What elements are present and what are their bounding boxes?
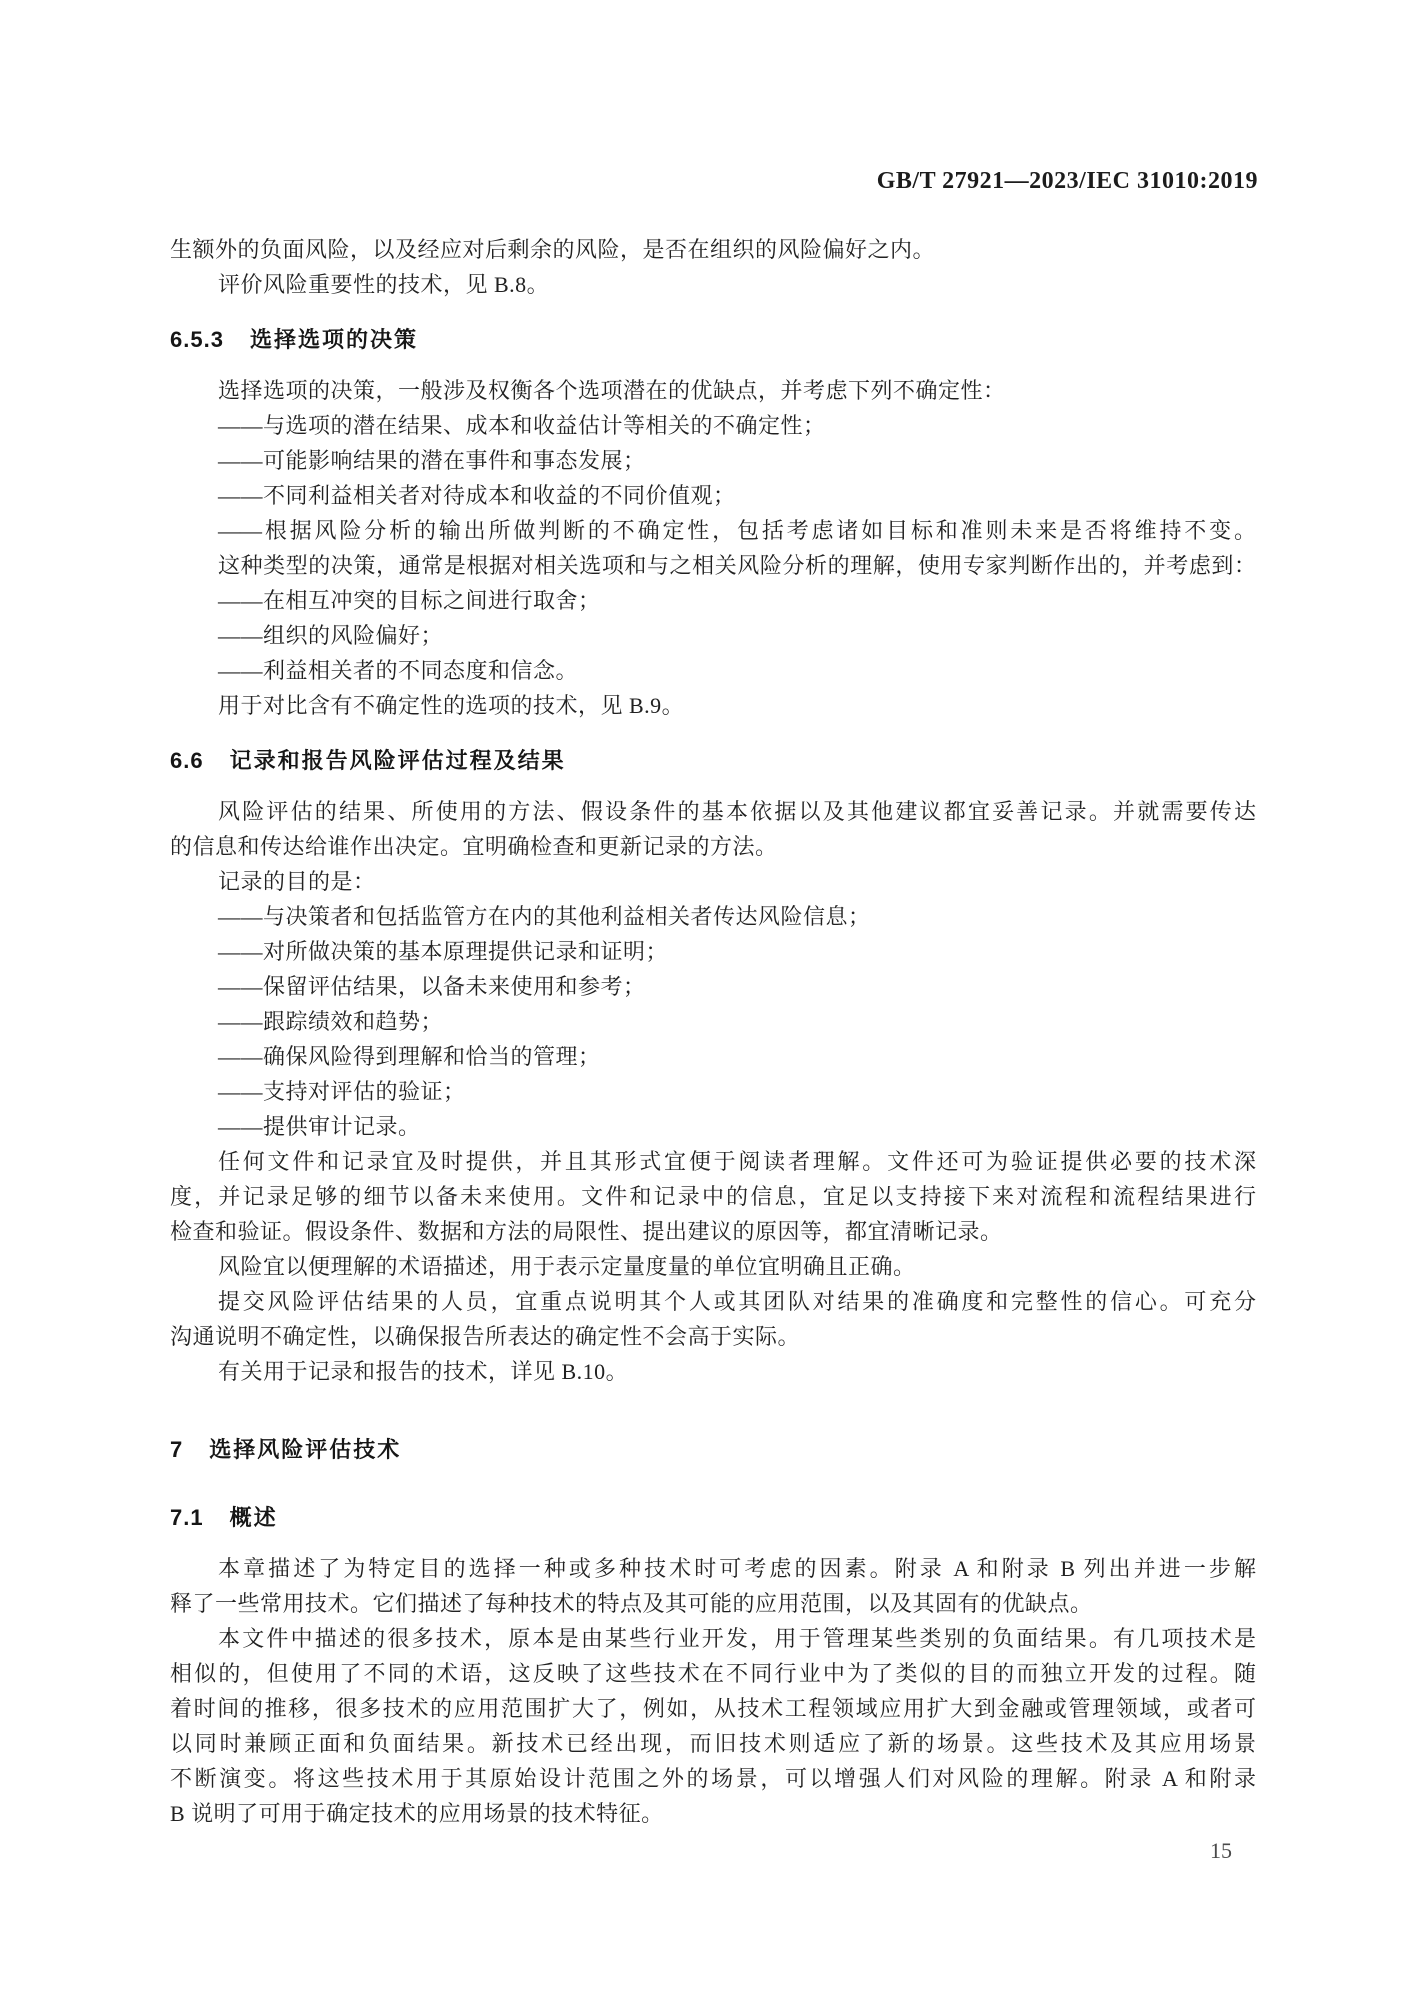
body-text-line: 选择选项的决策，一般涉及权衡各个选项潜在的优缺点，并考虑下列不确定性： (218, 378, 1006, 403)
body-text-line: 度，并记录足够的细节以备未来使用。文件和记录中的信息，宜足以支持接下来对流程和流程结果进行 (170, 1184, 1256, 1209)
section-number: 7.1 (170, 1505, 204, 1530)
document-body (170, 232, 1256, 1831)
list-item-line: ——跟踪绩效和趋势； (218, 1009, 444, 1034)
section-title: 记录和报告风险评估过程及结果 (229, 748, 566, 773)
body-text-line: 评价风险重要性的技术，见 B.8。 (218, 272, 550, 297)
body-text-line: 风险评估的结果、所使用的方法、假设条件的基本依据以及其他建议都宜妥善记录。并就需要传达 (218, 799, 1256, 824)
list-item-line: ——保留评估结果，以备未来使用和参考； (218, 974, 646, 999)
body-text-line: 提交风险评估结果的人员，宜重点说明其个人或其团队对结果的准确度和完整性的信心。可充分 (218, 1289, 1256, 1314)
body-text-line: 释了一些常用技术。它们描述了每种技术的特点及其可能的应用范围，以及其固有的优缺点。 (170, 1591, 1093, 1616)
list-item-line: ——与决策者和包括监管方在内的其他利益相关者传达风险信息； (218, 904, 871, 929)
list-item-line: ——组织的风险偏好； (218, 623, 444, 648)
section-number: 6.6 (170, 748, 204, 773)
list-item-line: ——可能影响结果的潜在事件和事态发展； (218, 448, 646, 473)
body-text-line: 本章描述了为特定目的选择一种或多种技术时可考虑的因素。附录 A 和附录 B 列出并进一步解 (218, 1556, 1256, 1581)
body-text-line: 风险宜以便理解的术语描述，用于表示定量度量的单位宜明确且正确。 (218, 1254, 916, 1279)
list-item-line: ——确保风险得到理解和恰当的管理； (218, 1044, 601, 1069)
section-title: 选择选项的决策 (249, 327, 418, 352)
body-text-line: 有关用于记录和报告的技术，详见 B.10。 (218, 1359, 629, 1384)
section-heading-7 (170, 1432, 1256, 1467)
section-number: 6.5.3 (170, 327, 224, 352)
body-text-line: 沟通说明不确定性，以确保报告所表达的确定性不会高于实际。 (170, 1324, 801, 1349)
page-number: 15 (1210, 1838, 1232, 1863)
body-text-line: 的信息和传达给谁作出决定。宜明确检查和更新记录的方法。 (170, 834, 778, 859)
body-text-line: 检查和验证。假设条件、数据和方法的局限性、提出建议的原因等，都宜清晰记录。 (170, 1219, 1003, 1244)
body-text-line: 相似的，但使用了不同的术语，这反映了这些技术在不同行业中为了类似的目的而独立开发的过程。随 (170, 1661, 1256, 1686)
body-text-line: 任何文件和记录宜及时提供，并且其形式宜便于阅读者理解。文件还可为验证提供必要的技术深 (218, 1149, 1256, 1174)
body-text-line: 这种类型的决策，通常是根据对相关选项和与之相关风险分析的理解，使用专家判断作出的，并考虑到： (218, 553, 1256, 578)
section-heading-6.6 (170, 743, 1256, 778)
body-text-line: 以同时兼顾正面和负面结果。新技术已经出现，而旧技术则适应了新的场景。这些技术及其应用场景 (170, 1731, 1256, 1756)
section-heading-7.1 (170, 1500, 1256, 1535)
list-item-line: ——不同利益相关者对待成本和收益的不同价值观； (218, 483, 736, 508)
section-title: 选择风险评估技术 (209, 1437, 402, 1462)
list-item-line: ——与选项的潜在结果、成本和收益估计等相关的不确定性； (218, 413, 826, 438)
standard-number-header: GB/T 27921—2023/IEC 31010:2019 (876, 168, 1258, 194)
list-item-line: ——对所做决策的基本原理提供记录和证明； (218, 939, 669, 964)
list-item-line: ——根据风险分析的输出所做判断的不确定性，包括考虑诸如目标和准则未来是否将维持不变。 (218, 518, 1256, 543)
list-item-line: ——在相互冲突的目标之间进行取舍； (218, 588, 601, 613)
list-item-line: ——利益相关者的不同态度和信念。 (218, 658, 579, 683)
body-text-line: 不断演变。将这些技术用于其原始设计范围之外的场景，可以增强人们对风险的理解。附录 A 和附录 (170, 1766, 1256, 1791)
section-number: 7 (170, 1437, 184, 1462)
section-heading-6.5.3 (170, 322, 1256, 357)
body-text-line: 生额外的负面风险，以及经应对后剩余的风险，是否在组织的风险偏好之内。 (170, 237, 936, 262)
body-text-line: 记录的目的是： (218, 869, 376, 894)
section-title: 概述 (229, 1505, 278, 1530)
list-item-line: ——支持对评估的验证； (218, 1079, 466, 1104)
body-text-line: 本文件中描述的很多技术，原本是由某些行业开发，用于管理某些类别的负面结果。有几项技术是 (218, 1626, 1256, 1651)
list-item-line: ——提供审计记录。 (218, 1114, 421, 1139)
body-text-line: 用于对比含有不确定性的选项的技术，见 B.9。 (218, 693, 685, 718)
body-text-line: B 说明了可用于确定技术的应用场景的技术特征。 (170, 1801, 664, 1826)
body-text-line: 着时间的推移，很多技术的应用范围扩大了，例如，从技术工程领域应用扩大到金融或管理领域，或者可 (170, 1696, 1256, 1721)
